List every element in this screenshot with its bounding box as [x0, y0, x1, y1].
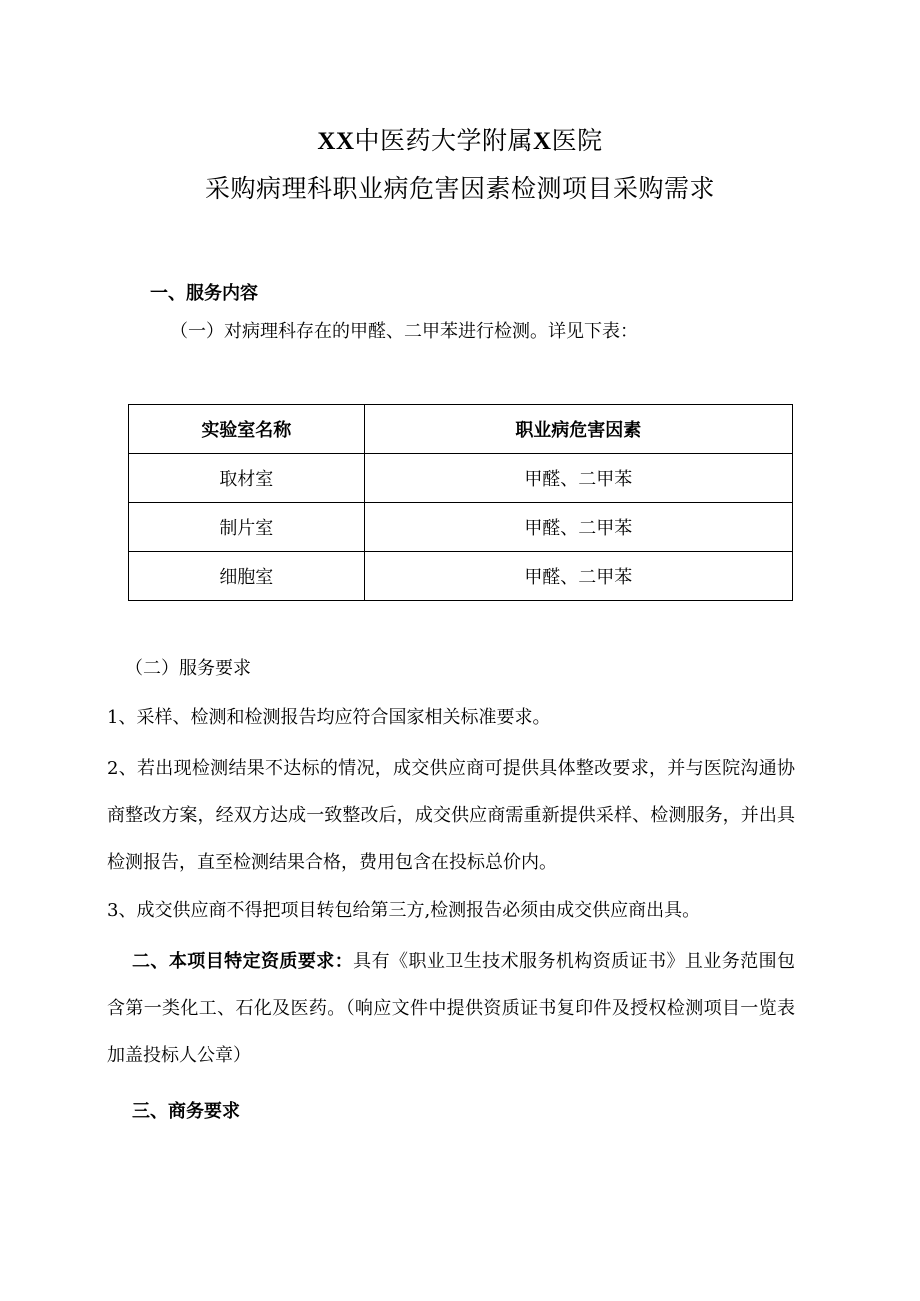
requirement-3: 3、成交供应商不得把项目转包给第三方,检测报告必须由成交供应商出具。	[107, 900, 701, 921]
document-title-line-1	[0, 124, 920, 159]
table-header-cell: 实验室名称	[129, 405, 365, 454]
table-header-row	[129, 405, 793, 454]
table-row	[129, 454, 793, 503]
section-1-sub-2: （二）服务要求	[125, 658, 251, 679]
table-row	[129, 552, 793, 601]
title-middle: 中医药大学附属	[354, 126, 534, 155]
title-x-letter: X	[533, 128, 552, 155]
table-cell: 甲醛、二甲苯	[364, 454, 792, 503]
section-2-text: 具有《职业卫生技术服务机构资质证书》且业务范围包含第一类化工、石化及医药。（响应文件中提供资质证书复印件及授权检测项目一览表加盖投标人公章）	[107, 951, 796, 1066]
requirement-1: 1、采样、检测和检测报告均应符合国家相关标准要求。	[107, 707, 551, 728]
section-1-sub-1: （一）对病理科存在的甲醛、二甲苯进行检测。详见下表：	[170, 321, 638, 342]
requirement-2: 2、若出现检测结果不达标的情况，成交供应商可提供具体整改要求，并与医院沟通协商整改方案，经双方达成一致整改后，成交供应商需重新提供采样、检测服务，并出具检测报告，直至检测结果合格，费用包含在投标总价内。	[107, 758, 795, 873]
table-cell: 甲醛、二甲苯	[364, 552, 792, 601]
title-prefix: XX	[317, 128, 355, 155]
section-1-heading: 一、服务内容	[150, 283, 258, 304]
table-header-cell: 职业病危害因素	[364, 405, 792, 454]
title-suffix: 医院	[551, 126, 603, 155]
table-cell: 制片室	[129, 503, 365, 552]
document-title-line-2: 采购病理科职业病危害因素检测项目采购需求	[204, 174, 715, 203]
section-2-heading: 二、本项目特定资质要求：	[132, 951, 354, 972]
section-3-heading: 三、商务要求	[132, 1101, 240, 1122]
table-cell: 甲醛、二甲苯	[364, 503, 792, 552]
table-cell: 细胞室	[129, 552, 365, 601]
lab-hazard-table	[128, 404, 793, 601]
table-row	[129, 503, 793, 552]
table-cell: 取材室	[129, 454, 365, 503]
section-2-paragraph	[107, 938, 795, 1079]
